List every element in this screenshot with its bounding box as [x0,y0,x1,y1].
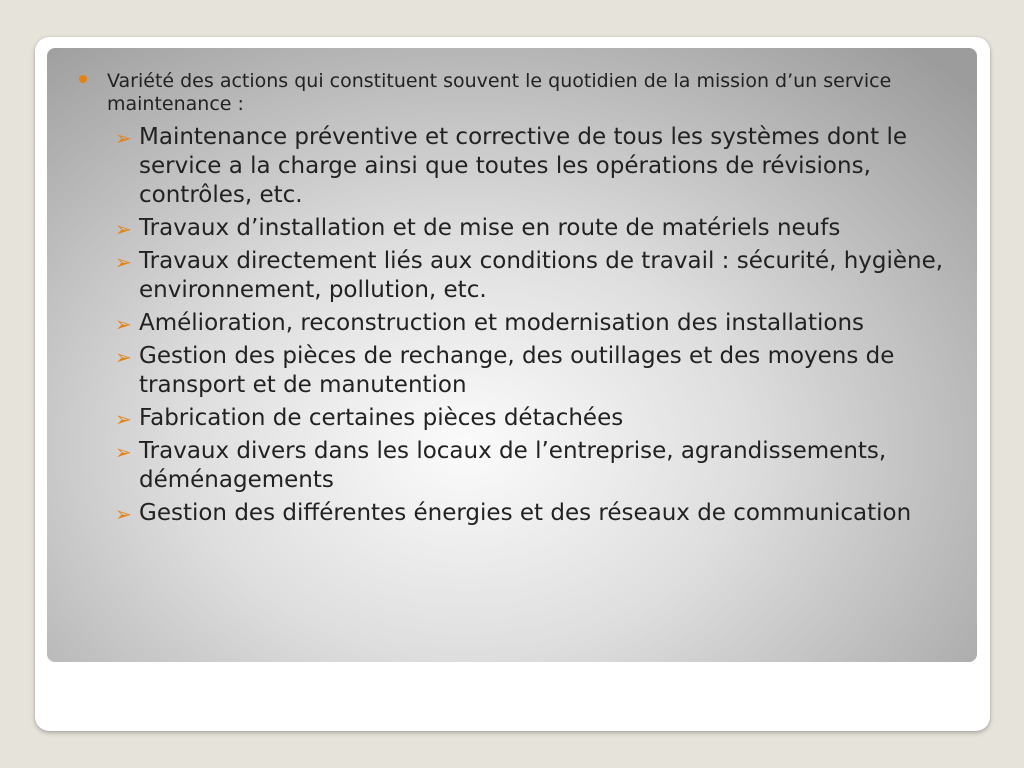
list-item-text: Travaux d’installation et de mise en route de matériels neufs [139,215,841,241]
list-item-text: Travaux directement liés aux conditions de travail : sécurité, hygiène, environnement, pollution, etc. [139,248,944,303]
list-item-text: Travaux divers dans les locaux de l’entreprise, agrandissements, déménagements [139,438,887,493]
slide-panel [47,48,977,662]
arrow-bullet-icon: ➢ [115,217,132,241]
list-item [115,309,945,338]
bullet-dot-icon [79,75,87,83]
arrow-bullet-icon: ➢ [115,407,132,431]
list-item [115,123,945,210]
arrow-bullet-icon: ➢ [115,345,132,369]
arrow-bullet-icon: ➢ [115,312,132,336]
list-item [115,437,945,495]
list-item-text: Fabrication de certaines pièces détachées [139,405,624,431]
arrow-bullet-icon: ➢ [115,250,132,274]
slide-content [47,48,977,662]
list-item [115,499,945,528]
sub-bullet-list [115,123,945,532]
list-item [115,247,945,305]
list-item-text: Maintenance préventive et corrective de tous les systèmes dont le service a la charge ainsi que toutes les opérations de révisions, contrôles, etc. [139,124,907,208]
list-item-text: Amélioration, reconstruction et modernisation des installations [139,310,865,336]
intro-text: Variété des actions qui constituent souvent le quotidien de la mission d’un service maintenance : [107,70,892,115]
arrow-bullet-icon: ➢ [115,502,132,526]
list-item-text: Gestion des différentes énergies et des réseaux de communication [139,500,912,526]
list-item-text: Gestion des pièces de rechange, des outillages et des moyens de transport et de manutention [139,343,895,398]
list-item [115,404,945,433]
intro-bullet [79,70,939,116]
arrow-bullet-icon: ➢ [115,440,132,464]
arrow-bullet-icon: ➢ [115,126,132,150]
list-item [115,342,945,400]
list-item [115,214,945,243]
